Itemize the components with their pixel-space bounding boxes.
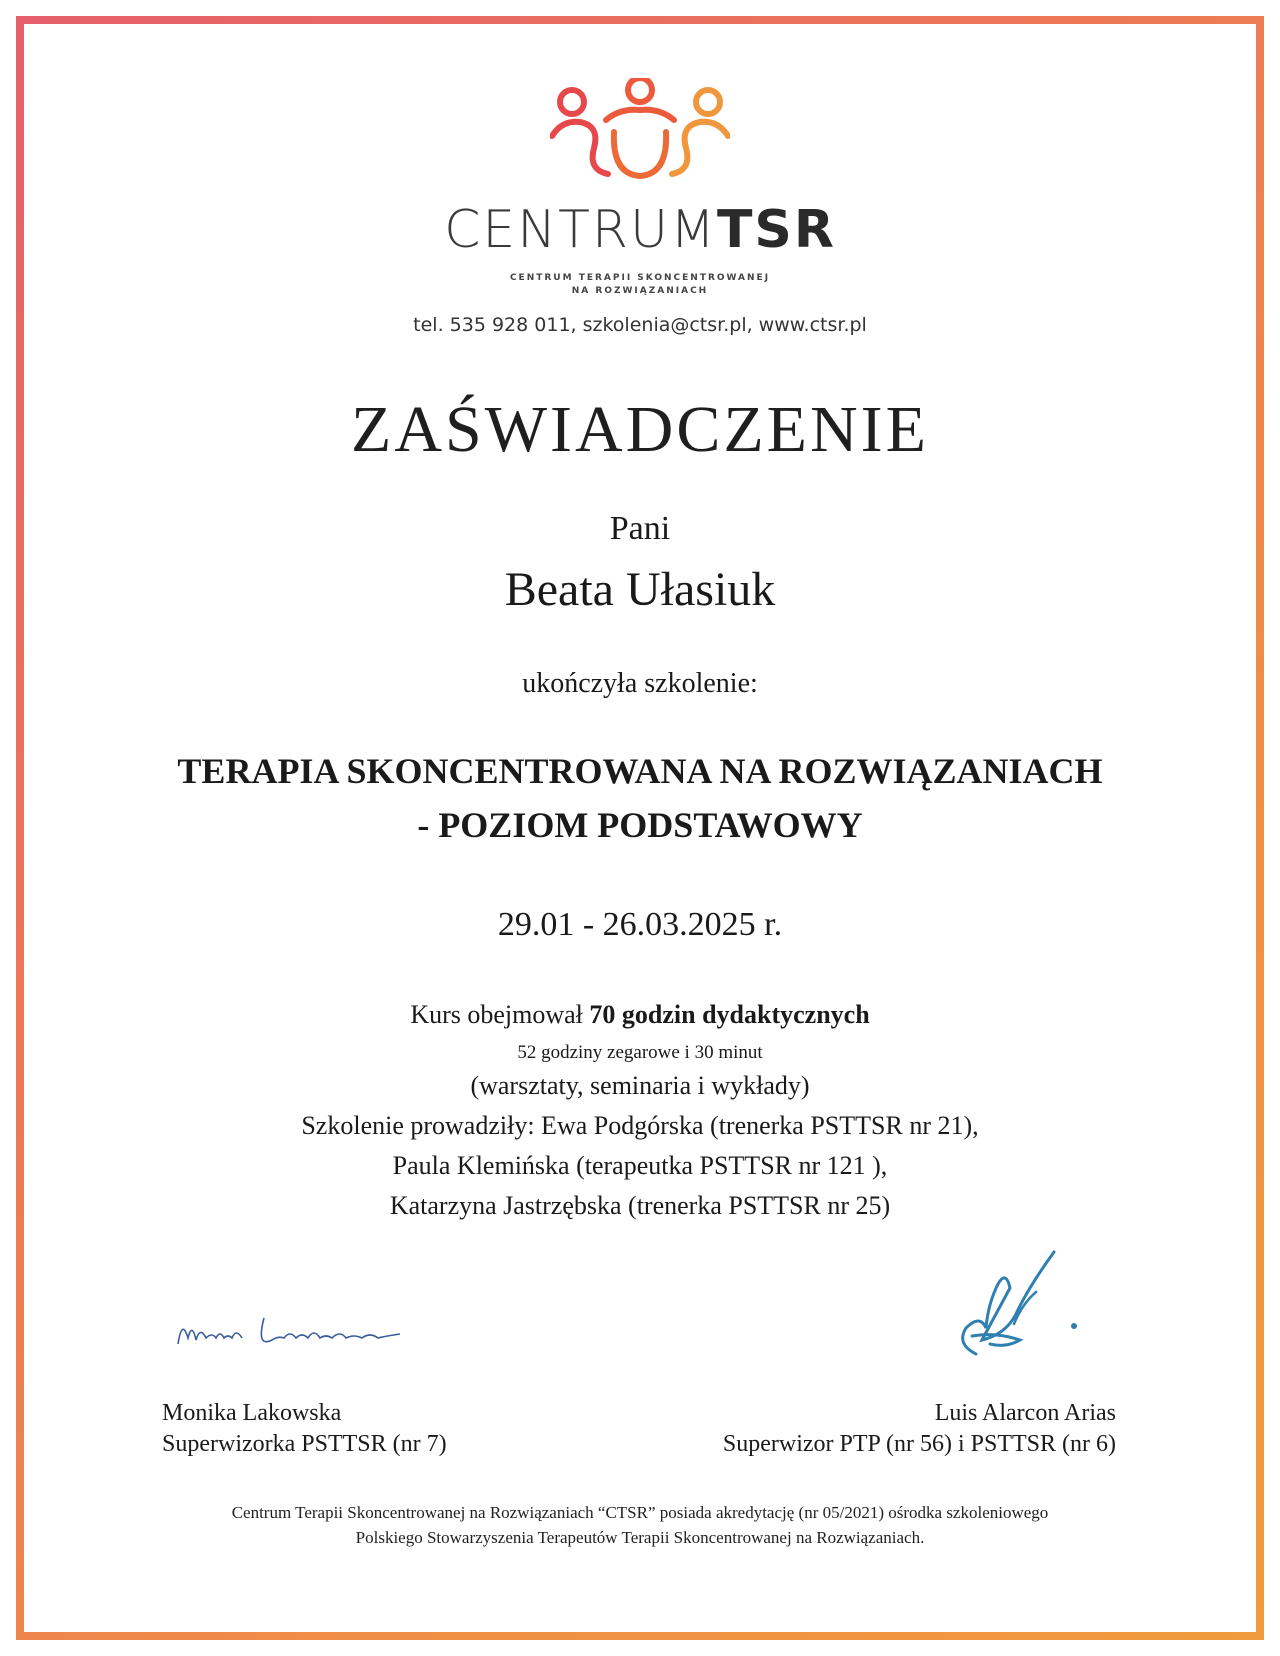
hours-prefix: Kurs obejmował	[410, 1000, 590, 1029]
ctsr-logo-icon	[550, 78, 730, 188]
course-title-line1: TERAPIA SKONCENTROWANA NA ROZWIĄZANIACH	[177, 751, 1103, 791]
signer-right-name: Luis Alarcon Arias	[934, 1400, 1116, 1426]
course-title-line2: - POZIOM PODSTAWOWY	[417, 805, 863, 845]
signer-left	[162, 1398, 447, 1460]
trainers-line2: Paula Klemińska (terapeutka PSTTSR nr 121 ),	[392, 1151, 888, 1180]
hours-bold: 70 godzin dydaktycznych	[589, 1000, 870, 1029]
course-forms: (warsztaty, seminaria i wykłady)	[470, 1071, 810, 1100]
contact-info: tel. 535 928 011, szkolenia@ctsr.pl, www.ctsr.pl	[413, 314, 867, 336]
trainers-line3: Katarzyna Jastrzębska (trenerka PSTTSR nr 25)	[389, 1191, 891, 1220]
footer-line1: Centrum Terapii Skoncentrowanej na Rozwiązaniach “CTSR” posiada akredytację (nr 05/2021) ośrodka szkoleniowego	[231, 1503, 1049, 1522]
salutation: Pani	[609, 510, 671, 547]
brand-subtitle-line2: NA ROZWIĄZANIACH	[571, 286, 709, 296]
accreditation-footer	[0, 1500, 1280, 1550]
brand-subtitle-line1: CENTRUM TERAPII SKONCENTROWANEJ	[509, 273, 771, 283]
brand-light: CENTRUM	[444, 200, 717, 260]
signature-luis-alarcon-arias	[936, 1244, 1086, 1364]
signer-right-role: Superwizor PTP (nr 56) i PSTTSR (nr 6)	[722, 1431, 1116, 1457]
recipient-name: Beata Ułasiuk	[504, 563, 776, 616]
course-title	[0, 744, 1280, 852]
document-title: ZAŚWIADCZENIE	[351, 393, 929, 466]
completed-text: ukończyła szkolenie:	[522, 668, 758, 699]
signer-left-role: Superwizorka PSTTSR (nr 7)	[162, 1431, 447, 1457]
brand-bold: TSR	[716, 200, 836, 260]
clock-hours: 52 godziny zegarowe i 30 minut	[517, 1042, 763, 1063]
signature-monika-lakowska	[172, 1308, 412, 1358]
trainers-line1: Szkolenie prowadziły: Ewa Podgórska (trenerka PSTTSR nr 21),	[301, 1111, 979, 1140]
brand-wordmark	[0, 200, 1280, 260]
course-dates: 29.01 - 26.03.2025 r.	[497, 906, 783, 943]
footer-line2: Polskiego Stowarzyszenia Terapeutów Terapii Skoncentrowanej na Rozwiązaniach.	[355, 1528, 925, 1547]
signer-left-name: Monika Lakowska	[162, 1400, 342, 1426]
signer-right	[723, 1398, 1116, 1460]
course-hours	[0, 1000, 1280, 1030]
